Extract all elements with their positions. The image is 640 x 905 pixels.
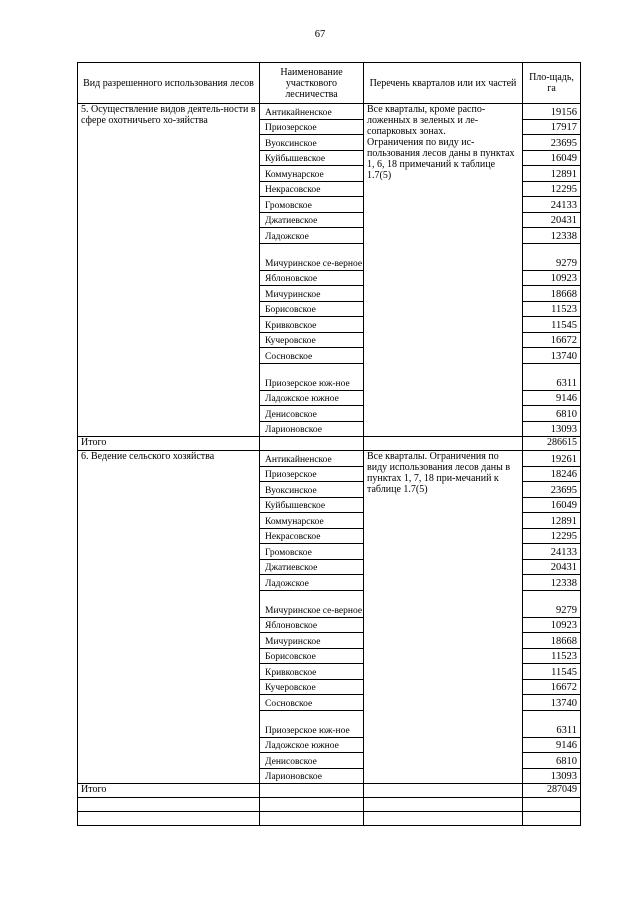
total-label: Итого [78,784,260,798]
forestry-name: Антикайненское [260,451,363,466]
forestry-name: Мичуринское [260,633,363,649]
area-value: 13740 [523,695,580,711]
forestry-name: Коммунарское [260,513,363,529]
forestry-list-cell [260,104,364,437]
forestry-name: Куйбышевское [260,150,363,166]
area-value: 17917 [523,119,580,135]
forestry-name: Громовское [260,197,363,213]
use-type-cell: 5. Осуществление видов деятель-ности в сфере охотничьего хо-зяйства [78,104,260,437]
empty-cell [78,812,260,826]
forestry-name: Приозерское юж-ное [260,363,363,390]
forestry-name: Ладожское [260,575,363,591]
table-body [78,104,581,826]
area-value: 16049 [523,497,580,513]
forestry-name: Кривковское [260,664,363,680]
page-number: 67 [314,29,326,40]
forestry-name: Вуоксинское [260,135,363,151]
forestry-name: Яблоновское [260,270,363,286]
area-value: 12295 [523,528,580,544]
forestry-name: Борисовское [260,648,363,664]
area-value: 9146 [523,390,580,406]
total-value: 287049 [523,784,581,798]
area-value: 20431 [523,559,580,575]
area-value: 11545 [523,664,580,680]
forestry-name: Ларионовское [265,772,322,782]
forestry-name: Мичуринское се-верное [260,590,363,617]
area-value: 24133 [523,544,580,560]
forest-use-table [77,62,581,826]
forestry-name: Ладожское южное [260,737,363,753]
forestry-name: Кучеровское [260,332,363,348]
forestry-name: Яблоновское [260,617,363,633]
area-value: 11523 [523,301,580,317]
section-row [78,451,581,784]
area-value: 13093 [550,771,577,782]
forestry-list-cell [260,451,364,784]
area-value: 10923 [523,617,580,633]
area-value: 23695 [523,135,580,151]
forestry-name: Некрасовское [260,181,363,197]
forestry-name: Антикайненское [260,104,363,119]
area-value: 19156 [523,104,580,119]
forestry-name: Сосновское [260,348,363,364]
area-value: 6311 [523,710,580,737]
area-value: 12338 [523,228,580,244]
blank-row [78,812,581,826]
forestry-name: Сосновское [260,695,363,711]
empty-cell [260,437,364,451]
forestry-name: Вуоксинское [260,482,363,498]
section-row [78,104,581,437]
forestry-name: Мичуринское [260,286,363,302]
forestry-name: Некрасовское [260,528,363,544]
quarters-cell: Все кварталы. Ограничения по виду использования лесов даны в пунктах 1, 7, 18 при-мечаний к таблице 1.7(5) [364,451,523,784]
forestry-name: Громовское [260,544,363,560]
empty-cell [364,784,523,798]
header-quarters: Перечень кварталов или их частей [364,63,523,104]
empty-cell [364,437,523,451]
use-type-cell: 6. Ведение сельского хозяйства [78,451,260,784]
total-label: Итого [78,437,260,451]
forestry-name: Коммунарское [260,166,363,182]
area-value: 12891 [523,513,580,529]
forestry-name: Денисовское [260,406,363,422]
area-value: 6810 [523,753,580,769]
forestry-name: Джатиевское [260,559,363,575]
area-value: 12891 [523,166,580,182]
forestry-name: Куйбышевское [260,497,363,513]
empty-cell [523,812,581,826]
forestry-name: Кривковское [260,317,363,333]
area-value: 19261 [523,451,580,466]
empty-cell [364,812,523,826]
forestry-name: Джатиевское [260,212,363,228]
empty-cell [260,812,364,826]
area-list-cell [523,451,581,784]
forestry-name: Денисовское [260,753,363,769]
area-value: 11545 [523,317,580,333]
area-value: 16672 [523,332,580,348]
blank-row [78,798,581,812]
area-value: 18668 [523,286,580,302]
area-value: 6810 [523,406,580,422]
area-value: 20431 [523,212,580,228]
empty-cell [260,784,364,798]
forestry-name: Борисовское [260,301,363,317]
area-value: 9279 [523,243,580,270]
empty-cell [260,798,364,812]
forestry-name: Кучеровское [260,679,363,695]
area-value: 10923 [523,270,580,286]
area-value: 9146 [523,737,580,753]
area-value: 9279 [523,590,580,617]
total-row [78,437,581,451]
area-value: 16049 [523,150,580,166]
empty-cell [523,798,581,812]
forestry-name: Приозерское юж-ное [260,710,363,737]
header-area: Пло-щадь, га [523,63,581,104]
area-value: 12295 [523,181,580,197]
area-value: 16672 [523,679,580,695]
area-value: 12338 [523,575,580,591]
area-value: 13740 [523,348,580,364]
empty-cell [364,798,523,812]
forestry-name: Мичуринское се-верное [260,243,363,270]
total-value: 286615 [523,437,581,451]
forestry-name: Ладожское южное [260,390,363,406]
area-value: 24133 [523,197,580,213]
area-list-cell [523,104,581,437]
area-value: 11523 [523,648,580,664]
total-row [78,784,581,798]
forestry-name: Приозерское [260,466,363,482]
quarters-cell: Все кварталы, кроме распо-ложенных в зеленых и ле-сопарковых зонах. Ограничения по виду ис-пользования лесов даны в пунктах 1, 6, 18 примечаний к таблице 1.7(5) [364,104,523,437]
empty-cell [78,798,260,812]
area-value: 18246 [523,466,580,482]
area-value: 23695 [523,482,580,498]
forestry-name: Ларионовское [265,425,322,435]
header-forestry: Наименование участкового лесничества [260,63,364,104]
forestry-name: Приозерское [260,119,363,135]
forestry-name: Ладожское [260,228,363,244]
area-value: 13093 [550,424,577,435]
area-value: 18668 [523,633,580,649]
area-value: 6311 [523,363,580,390]
header-use-type: Вид разрешенного использования лесов [78,63,260,104]
